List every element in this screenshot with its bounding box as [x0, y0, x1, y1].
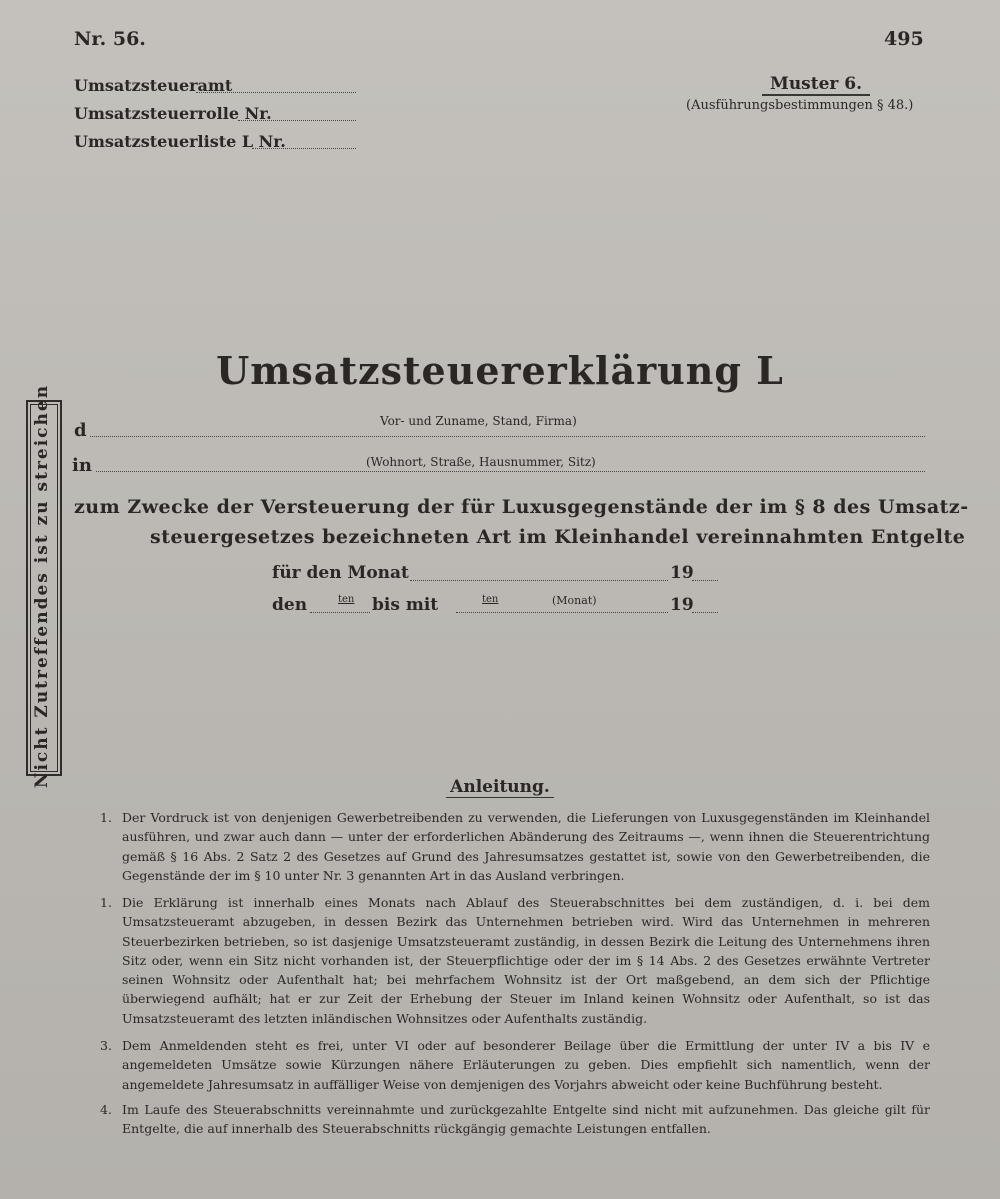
form-number: Nr. 56.	[74, 28, 146, 50]
header-fill-line-2	[238, 120, 356, 121]
muster-label: Muster 6.	[762, 74, 870, 96]
anleitung-item-text: Die Erklärung ist innerhalb eines Monats nach Ablauf des Steuerabschnittes bei dem zuständigen, d. i. bei dem Umsatzsteueramt abzugeben, in dessen Bezirk das Unternehmen betrieben wird. Wird das Unternehmen in mehreren Steuerbezirken betrieben, so ist dasjenige Umsatzsteueramt zuständig, in dessen Bezirk die Leitung des Unternehmens ihren Sitz oder, wenn ein Sitz nicht vorhanden ist, der Steuerpflichtige oder der im § 14 Abs. 2 des Gesetzes erwähnte Vertreter seinen Wohnsitz oder Aufenthalt hat; bei mehrfachem Wohnsitz ist der Ort maßgebend, an dem sich der Pflichtige überwiegend aufhält; hat er zur Zeit der Erhebung der Steuer im Inland keinen Wohnsitz oder Aufenthalt, so ist das Umsatzsteueramt des letzten inländischen Wohnsitzes oder Aufenthalts zuständig.	[122, 895, 930, 1026]
field-d-line	[90, 436, 925, 437]
field-in-line	[96, 471, 925, 472]
anleitung-item-number: 1.	[100, 895, 112, 910]
header-line-umsatzsteueramt: Umsatzsteueramt	[74, 76, 233, 95]
purpose-line-1: zum Zwecke der Versteuerung der für Luxusgegenstände der im § 8 des Umsatz-	[74, 496, 969, 518]
bis-year-line	[692, 612, 718, 613]
den-day-line	[310, 612, 370, 613]
page-title: Umsatzsteuererklärung L	[216, 348, 784, 393]
field-d-label: d	[74, 420, 87, 441]
header-fill-line-1	[196, 92, 356, 93]
monat-year-prefix: 19	[670, 563, 694, 583]
monat-hint: (Monat)	[552, 594, 597, 607]
field-d-hint: Vor- und Zuname, Stand, Firma)	[380, 414, 577, 428]
anleitung-heading-text: Anleitung.	[446, 777, 554, 798]
bis-line	[456, 612, 668, 613]
den-label: den	[272, 595, 308, 615]
anleitung-item-text: Im Laufe des Steuerabschnitts vereinnahmte und zurückgezahlte Entgelte sind nicht mit aufzunehmen. Das gleiche gilt für Entgelte, die auf innerhalb des Steuerabschnitts rückgängig gemachte Leistungen entfallen.	[122, 1102, 930, 1137]
field-in-label: in	[72, 455, 92, 476]
anleitung-heading	[0, 777, 1000, 797]
den-ten-suffix: ten	[338, 594, 355, 605]
header-line-steuerliste: Umsatzsteuerliste L Nr.	[74, 132, 286, 151]
anleitung-item-text: Der Vordruck ist von denjenigen Gewerbetreibenden zu verwenden, die Lieferungen von Luxusgegenständen im Kleinhandel ausführen, und zwar auch dann — unter der erforderlichen Abänderung des Zeitraums —, wenn ihnen die Steuerentrichtung gemäß § 16 Abs. 2 Satz 2 des Gesetzes auf Grund des Jahresumsatzes gestattet ist, sowie von den Gewerbetreibenden, die Gegenstände der im § 10 unter Nr. 3 genannten Art in das Ausland verbringen.	[122, 810, 930, 883]
ausfuehrung-reference: (Ausführungsbestimmungen § 48.)	[686, 98, 914, 113]
bis-ten-suffix: ten	[482, 594, 499, 605]
monat-label: für den Monat	[272, 563, 409, 583]
anleitung-item-number: 1.	[100, 810, 112, 825]
anleitung-item	[100, 893, 930, 1028]
anleitung-item	[100, 1100, 930, 1139]
purpose-line-2: steuergesetzes bezeichneten Art im Kleinhandel vereinnahmten Entgelte	[150, 526, 966, 548]
monat-year-line	[692, 580, 718, 581]
field-in-hint: (Wohnort, Straße, Hausnummer, Sitz)	[366, 455, 596, 469]
anleitung-item-number: 3.	[100, 1038, 112, 1053]
monat-line	[410, 580, 668, 581]
anleitung-item	[100, 1036, 930, 1094]
anleitung-item-number: 4.	[100, 1102, 112, 1117]
anleitung-item	[100, 808, 930, 885]
header-line-steuerrolle: Umsatzsteuerrolle Nr.	[74, 104, 272, 123]
bis-mit-label: bis mit	[372, 595, 439, 615]
side-note-text: Nicht Zutreffendes ist zu streichen	[32, 383, 52, 789]
anleitung-item-text: Dem Anmeldenden steht es frei, unter VI oder auf besonderer Beilage über die Ermittlung der unter IV a bis IV e angemeldeten Umsätze sowie Kürzungen nähere Erläuterungen zu geben. Dies empfiehlt sich namentlich, wenn der angemeldete Jahresumsatz in auffälliger Weise von demjenigen des Vorjahrs abweicht oder keine Buchführung besteht.	[122, 1038, 930, 1092]
bis-year-prefix: 19	[670, 595, 694, 615]
header-fill-line-3	[252, 148, 356, 149]
page-number: 495	[884, 28, 924, 50]
